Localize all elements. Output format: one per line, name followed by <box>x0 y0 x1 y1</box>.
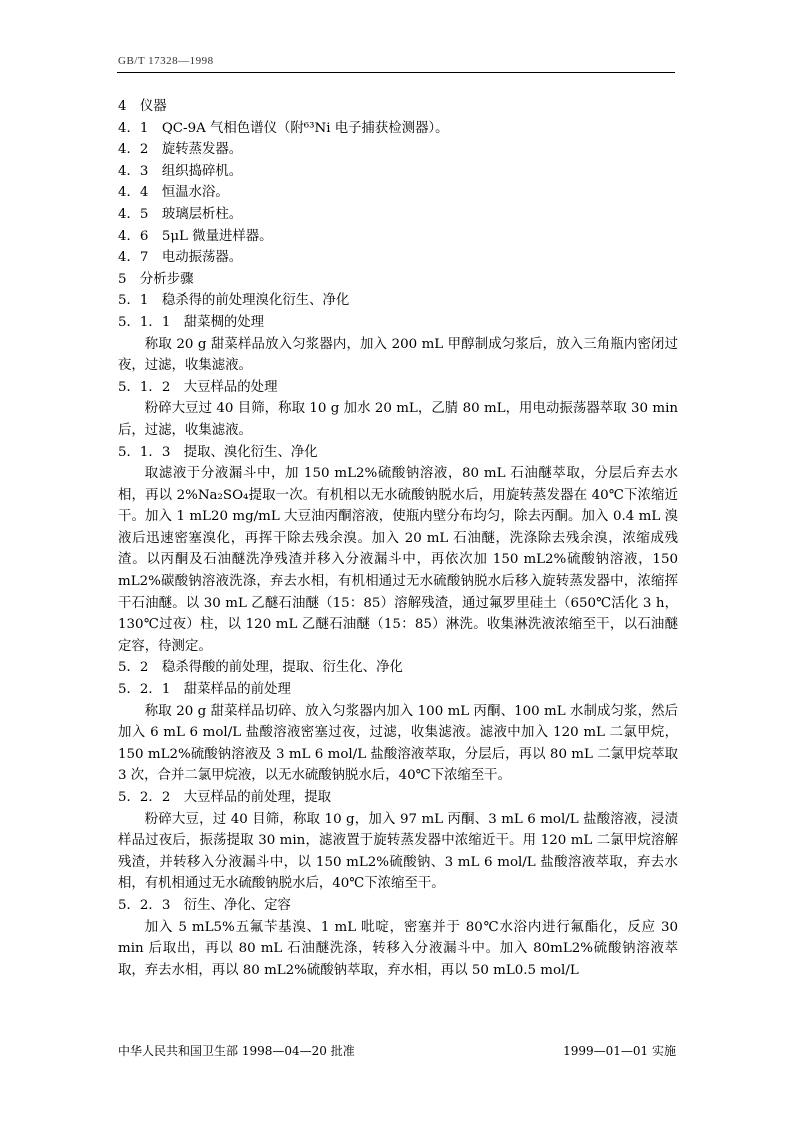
subsection-heading: 5．1．2 大豆样品的处理 <box>118 379 278 395</box>
list-item: 4．3 组织捣碎机。 <box>118 163 243 179</box>
subsection-heading: 5．2 稳杀得酸的前处理，提取、衍生化、净化 <box>118 660 403 676</box>
subsection-heading: 5．1 稳杀得的前处理溴化衍生、净化 <box>118 293 350 309</box>
subsection-heading: 5．1．3 提取、溴化衍生、净化 <box>118 444 318 460</box>
paragraph: 加入 5 mL5%五氟苄基溴、1 mL 吡啶，密塞并于 80℃水浴内进行氟酯化，反应 30 min 后取出，再以 80 mL 石油醚洗涤，转移入分液漏斗中。加入 80mL2%硫酸钠溶液萃取，弃去水相，再以 80 mL2%硫酸钠萃取，弃水相，再以 50 mL0.5 mol/L <box>118 919 678 978</box>
subsection-heading: 5．2．1 甜菜样品的前处理 <box>118 682 291 698</box>
list-item: 4．2 旋转蒸发器。 <box>118 142 243 158</box>
paragraph: 粉碎大豆过 40 目筛，称取 10 g 加水 20 mL，乙腈 80 mL，用电动振荡器萃取 30 min 后，过滤，收集滤液。 <box>118 401 678 438</box>
header-rule <box>117 72 675 73</box>
approval-footer: 中华人民共和国卫生部 1998—04—20 批准 <box>118 1044 355 1058</box>
section-heading: 4 仪器 <box>118 99 167 114</box>
paragraph: 称取 20 g 甜菜样品切碎、放入匀浆器内加入 100 mL 丙酮、100 mL 水制成匀浆，然后加入 6 mL 6 mol/L 盐酸溶液密塞过夜，过滤，收集滤液。滤液中加入 120 mL 二氯甲烷，150 mL2%硫酸钠溶液及 3 mL 6 mol/L 盐酸溶液萃取，分层后，再以 80 mL 二氯甲烷萃取 3 次，合并二氯甲烷液，以无水硫酸钠脱水后，40℃下浓缩至干。 <box>118 703 678 784</box>
subsection-heading: 5．2．2 大豆样品的前处理，提取 <box>118 790 332 805</box>
list-item: 4．7 电动振荡器。 <box>118 250 243 266</box>
list-item: 4．5 玻璃层析柱。 <box>118 206 243 222</box>
paragraph: 取滤液于分液漏斗中，加 150 mL2%硫酸钠溶液，80 mL 石油醚萃取，分层后弃去水相，再以 2%Na₂SO₄提取一次。有机相以无水硫酸钠脱水后，用旋转蒸发器在 40℃下浓缩近干。加入 1 mL20 mg/mL 大豆油丙酮溶液，使瓶内壁分布均匀，除去丙酮。加入 0.4 mL 溴液后迅速密塞溴化，再挥干除去残余溴。加入 20 mL 石油醚，洗涤除去残余溴，浓缩成残渣。以丙酮及石油醚洗净残渣并移入分液漏斗中，再依次加 150 mL2%硫酸钠溶液，150 mL2%碳酸钠溶液洗涤，弃去水相，有机相通过无水硫酸钠脱水后移入旋转蒸发器中，浓缩挥干石油醚。以 30 mL 乙醚石油醚（15：85）溶解残渣，通过氟罗里硅土（650℃活化 3 h，130℃过夜）柱，以 120 mL 乙醚石油醚（15：85）淋洗。收集淋洗液浓缩至干，以石油醚定容，待测定。 <box>118 466 678 654</box>
list-item: 4．1 QC-9A 气相色谱仪（附⁶³Ni 电子捕获检测器）。 <box>118 120 449 136</box>
document-body <box>118 96 678 981</box>
standard-code-header: GB/T 17328—1998 <box>118 55 214 67</box>
section-heading: 5 分析步骤 <box>118 271 194 287</box>
subsection-heading: 5．1．1 甜菜椆的处理 <box>118 314 265 330</box>
subsection-heading: 5．2．3 衍生、净化、定容 <box>118 897 291 913</box>
paragraph: 称取 20 g 甜菜样品放入匀浆器内，加入 200 mL 甲醇制成匀浆后，放入三角瓶内密闭过夜，过滤，收集滤液。 <box>118 336 678 374</box>
paragraph: 粉碎大豆，过 40 目筛，称取 10 g，加入 97 mL 丙酮、3 mL 6 mol/L 盐酸溶液，浸渍样品过夜后，振荡提取 30 min，滤液置于旋转蒸发器中浓缩近干。用 120 mL 二氯甲烷溶解残渣，并转移入分液漏斗中，以 150 mL2%硫酸钠、3 mL 6 mol/L 盐酸溶液萃取，弃去水相，有机相通过无水硫酸钠脱水后，40℃下浓缩至干。 <box>118 811 678 892</box>
effective-footer: 1999—01—01 实施 <box>563 1044 676 1058</box>
list-item: 4．6 5μL 微量进样器。 <box>118 228 273 244</box>
list-item: 4．4 恒温水浴。 <box>118 185 229 201</box>
